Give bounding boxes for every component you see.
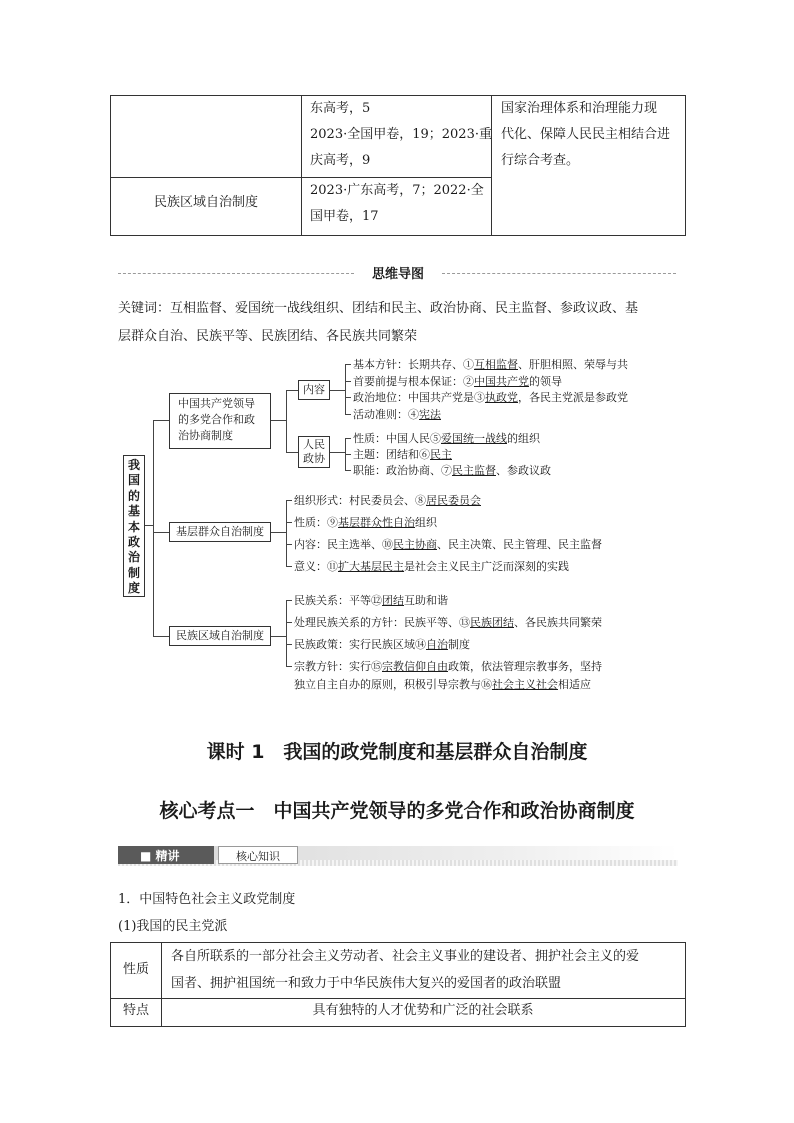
- mindmap-item: [353, 430, 540, 446]
- item-text: 、参政议政: [496, 464, 551, 477]
- connector: [286, 566, 292, 567]
- mindmap-item: [294, 636, 470, 652]
- item-text: 、民主决策、民主管理、民主监督: [437, 538, 602, 551]
- item-text: 政治地位：中国共产党是③: [353, 391, 485, 404]
- mindmap-item: [353, 373, 562, 389]
- item-text: 民族政策：实行民族区域⑭: [294, 638, 426, 651]
- mindmap-item: [294, 614, 602, 630]
- connector: [345, 414, 351, 415]
- item-text: 组织形式：村民委员会、⑧: [294, 494, 426, 507]
- top-table-cell: 国家治理体系和治理能力现 代化、保障人民民主相结合进 行综合考查。: [501, 101, 671, 168]
- mindmap-item: [294, 592, 448, 608]
- mindmap-item: [353, 446, 452, 462]
- point-heading: 1．中国特色社会主义政党制度: [118, 892, 296, 907]
- root-char: 的: [127, 488, 140, 503]
- item-text: 性质：中国人民⑤: [353, 432, 441, 445]
- item-text: 、肝胆相照、荣辱与共: [518, 358, 628, 371]
- mindmap-item: [353, 462, 551, 478]
- branch-regional-ethnic-autonomy: 民族区域自治制度: [169, 626, 271, 646]
- item-text: 首要前提与根本保证：②: [353, 375, 474, 388]
- connector: [286, 644, 292, 645]
- branch-grassroots-autonomy: 基层群众自治制度: [169, 522, 271, 542]
- table-cell: 各自所联系的一部分社会主义劳动者、社会主义事业的建设者、拥护社会主义的爱 国者、拥护祖国统一和致力于中华民族伟大复兴的爱国者的政治联盟: [171, 949, 640, 991]
- mindmap-item: [353, 356, 628, 372]
- mindmap-item: [294, 676, 591, 692]
- item-text: 是社会主义民主广泛而深刻的实践: [404, 560, 569, 573]
- mindmap-item: [294, 658, 602, 674]
- connector: [286, 522, 292, 523]
- mindmap-item: [353, 389, 628, 405]
- bullet-icon: ■: [140, 849, 152, 863]
- root-char: 我: [127, 458, 140, 472]
- lesson-title: 课时 1 我国的政党制度和基层群众自治制度: [206, 741, 588, 763]
- connector: [345, 438, 351, 439]
- connector: [345, 397, 351, 398]
- connector: [286, 452, 298, 453]
- table-row-label: 特点: [122, 1003, 149, 1018]
- item-text: 处理民族关系的方针：民族平等、⑬: [294, 616, 470, 629]
- mindmap-item: [294, 514, 437, 530]
- section-tag: ■ 精讲: [140, 849, 180, 863]
- keywords-line: 关键词：互相监督、爱国统一战线组织、团结和民主、政治协商、民主监督、参政议政、基: [118, 301, 639, 316]
- mindmap-root: [123, 455, 145, 597]
- answer-blank: 爱国统一战线: [441, 432, 507, 445]
- connector: [153, 532, 169, 533]
- branch-multiparty-cooperation: 中国共产党领导 的多党合作和政 治协商制度: [169, 393, 271, 449]
- connector: [330, 452, 345, 453]
- connector: [345, 364, 351, 365]
- connector: [286, 500, 287, 566]
- item-text: 民族关系：平等⑫: [294, 594, 382, 607]
- top-table-cell: 2023·广东高考，7；2022·全 国甲卷，17: [310, 183, 484, 224]
- item-text: 意义：⑪: [294, 560, 338, 573]
- answer-blank: 中国共产党: [474, 375, 529, 388]
- connector: [271, 532, 286, 533]
- connector: [286, 666, 292, 667]
- root-char: 本: [127, 519, 140, 534]
- root-char: 制: [127, 565, 140, 580]
- mindmap-item: [294, 536, 602, 552]
- item-text: 、各民族共同繁荣: [514, 616, 602, 629]
- connector: [271, 420, 286, 421]
- point-subheading: (1)我国的民主党派: [118, 919, 228, 934]
- connector: [286, 390, 287, 452]
- root-char: 政: [127, 535, 140, 550]
- connector: [153, 420, 154, 637]
- item-text: 制度: [448, 638, 470, 651]
- answer-blank: 互相监督: [474, 358, 518, 371]
- answer-blank: 民主监督: [452, 464, 496, 477]
- connector: [345, 381, 351, 382]
- connector: [286, 600, 287, 666]
- connector: [153, 636, 169, 637]
- answer-blank: 执政党: [485, 391, 518, 404]
- connector: [286, 622, 292, 623]
- item-text: 基本方针：长期共存、①: [353, 358, 474, 371]
- answer-blank: 宗教信仰自由: [382, 660, 448, 673]
- root-char: 基: [127, 504, 140, 519]
- sub-content-label: 内容: [298, 380, 330, 400]
- connector: [345, 470, 351, 471]
- mindmap-item: [294, 558, 569, 574]
- mindmap-title: 思维导图: [371, 267, 424, 282]
- item-text: 独立自主自办的原则，积极引导宗教与⑯: [294, 678, 492, 691]
- root-char: 国: [127, 473, 140, 488]
- answer-blank: 团结: [382, 594, 404, 607]
- connector: [145, 525, 153, 526]
- root-char: 度: [127, 581, 140, 596]
- section-label: 核心知识: [236, 850, 280, 863]
- item-text: 宗教方针：实行⑮: [294, 660, 382, 673]
- connector: [286, 390, 298, 391]
- answer-blank: 基层群众性自治: [338, 516, 415, 529]
- item-text: 的领导: [529, 375, 562, 388]
- answer-blank: 扩大基层民主: [338, 560, 404, 573]
- answer-blank: 宪法: [419, 408, 441, 421]
- connector: [286, 544, 292, 545]
- top-table-cell: 东高考，5 2023·全国甲卷，19；2023·重 庆高考，9: [310, 101, 492, 168]
- answer-blank: 民族团结: [470, 616, 514, 629]
- item-text: 性质：⑨: [294, 516, 338, 529]
- item-text: 互助和谐: [404, 594, 448, 607]
- item-text: 内容：民主选举、⑩: [294, 538, 393, 551]
- mindmap-item: [294, 492, 481, 508]
- table-row-label: 性质: [122, 962, 149, 977]
- item-text: 相适应: [558, 678, 591, 691]
- item-text: 主题：团结和⑥: [353, 448, 430, 461]
- connector: [271, 636, 286, 637]
- mindmap-item: [353, 406, 441, 422]
- keywords-line: 层群众自治、民族平等、民族团结、各民族共同繁荣: [118, 329, 418, 344]
- item-text: 的组织: [507, 432, 540, 445]
- top-table-row-label: 民族区域自治制度: [153, 195, 258, 210]
- connector: [345, 454, 351, 455]
- item-text: 职能：政治协商、⑦: [353, 464, 452, 477]
- core-point-title: 核心考点一 中国共产党领导的多党合作和政治协商制度: [159, 800, 635, 822]
- answer-blank: 民主协商: [393, 538, 437, 551]
- connector: [286, 500, 292, 501]
- item-text: 活动准则：④: [353, 408, 419, 421]
- section-bar: [118, 846, 678, 866]
- answer-blank: 自治: [426, 638, 448, 651]
- top-table: [110, 95, 686, 236]
- sub-cppcc-label: 人民 政协: [298, 436, 330, 468]
- connector: [286, 600, 292, 601]
- party-table: [110, 942, 686, 1027]
- connector: [345, 364, 346, 414]
- answer-blank: 社会主义社会: [492, 678, 558, 691]
- root-char: 治: [127, 550, 140, 565]
- answer-blank: 民主: [430, 448, 452, 461]
- item-text: 政策，依法管理宗教事务，坚持: [448, 660, 602, 673]
- connector: [153, 420, 169, 421]
- connector: [330, 390, 345, 391]
- item-text: 组织: [415, 516, 437, 529]
- item-text: ，各民主党派是参政党: [518, 391, 628, 404]
- mindmap-header: [118, 263, 676, 283]
- table-cell: 具有独特的人才优势和广泛的社会联系: [312, 1003, 534, 1018]
- answer-blank: 居民委员会: [426, 494, 481, 507]
